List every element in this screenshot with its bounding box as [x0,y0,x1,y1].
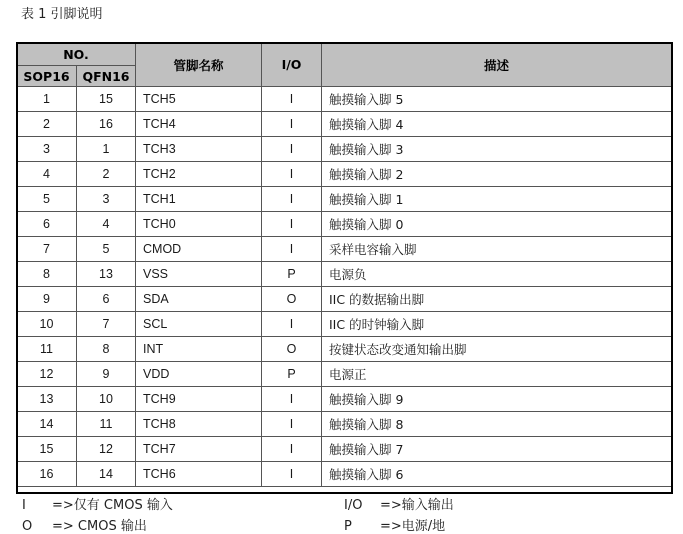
cell-qfn16: 4 [77,212,136,237]
cell-pin-name: INT [136,337,262,362]
cell-sop16: 12 [17,362,77,387]
cell-qfn16: 12 [77,437,136,462]
cell-description: IIC 的数据输出脚 [322,287,672,312]
table-row [17,337,672,362]
legend-output-symbol: O [22,519,33,534]
header-qfn16: QFN16 [77,66,136,87]
header-sop16: SOP16 [17,66,77,87]
cell-qfn16: 9 [77,362,136,387]
cell-pin-name: TCH4 [136,112,262,137]
cell-qfn16: 6 [77,287,136,312]
cell-sop16: 8 [17,262,77,287]
cell-description: 触摸输入脚 5 [322,87,672,112]
cell-pin-name: TCH0 [136,212,262,237]
cell-sop16: 4 [17,162,77,187]
cell-qfn16: 16 [77,112,136,137]
table-row [17,187,672,212]
cell-description: 触摸输入脚 0 [322,212,672,237]
cell-io: I [262,137,322,162]
cell-pin-name: VDD [136,362,262,387]
legend-io-symbol: I/O [344,498,363,513]
cell-description: 触摸输入脚 6 [322,462,672,487]
cell-description: IIC 的时钟输入脚 [322,312,672,337]
cell-io: I [262,437,322,462]
cell-pin-name: TCH8 [136,412,262,437]
cell-qfn16: 5 [77,237,136,262]
cell-sop16: 13 [17,387,77,412]
legend-io [344,494,454,513]
cell-description: 电源负 [322,262,672,287]
cell-pin-name: TCH6 [136,462,262,487]
table-row [17,87,672,112]
cell-qfn16: 10 [77,387,136,412]
cell-pin-name: TCH1 [136,187,262,212]
cell-pin-name: SDA [136,287,262,312]
table-row [17,462,672,487]
table-row [17,262,672,287]
cell-pin-name: TCH2 [136,162,262,187]
pin-table [16,42,672,487]
cell-io: I [262,312,322,337]
cell-pin-name: TCH5 [136,87,262,112]
cell-sop16: 16 [17,462,77,487]
legend-power [344,515,445,534]
cell-description: 触摸输入脚 3 [322,137,672,162]
cell-sop16: 2 [17,112,77,137]
legend-input [22,494,173,513]
table-row [17,312,672,337]
header-description: 描述 [322,43,672,87]
cell-qfn16: 15 [77,87,136,112]
cell-description: 触摸输入脚 7 [322,437,672,462]
cell-pin-name: TCH7 [136,437,262,462]
cell-io: I [262,462,322,487]
table-row [17,387,672,412]
cell-qfn16: 1 [77,137,136,162]
cell-io: I [262,162,322,187]
cell-pin-name: TCH3 [136,137,262,162]
cell-qfn16: 7 [77,312,136,337]
table-row [17,437,672,462]
table-row [17,137,672,162]
table-row [17,362,672,387]
legend-io-text: =>输入输出 [380,498,454,513]
cell-sop16: 1 [17,87,77,112]
cell-io: P [262,362,322,387]
cell-qfn16: 14 [77,462,136,487]
cell-sop16: 10 [17,312,77,337]
legend-power-symbol: P [344,519,352,534]
table-row [17,162,672,187]
table-row [17,412,672,437]
table-caption: 表 1 引脚说明 [21,7,103,22]
cell-description: 触摸输入脚 2 [322,162,672,187]
cell-io: I [262,112,322,137]
cell-description: 触摸输入脚 4 [322,112,672,137]
cell-sop16: 11 [17,337,77,362]
legend-input-text: =>仅有 CMOS 输入 [52,498,173,513]
cell-io: I [262,187,322,212]
cell-pin-name: VSS [136,262,262,287]
cell-description: 触摸输入脚 1 [322,187,672,212]
cell-pin-name: TCH9 [136,387,262,412]
legend-output [22,515,147,534]
cell-description: 触摸输入脚 8 [322,412,672,437]
cell-sop16: 15 [17,437,77,462]
cell-sop16: 3 [17,137,77,162]
cell-sop16: 7 [17,237,77,262]
cell-qfn16: 8 [77,337,136,362]
cell-description: 触摸输入脚 9 [322,387,672,412]
legend-output-text: => CMOS 输出 [52,519,147,534]
cell-qfn16: 13 [77,262,136,287]
cell-qfn16: 3 [77,187,136,212]
header-pin-name: 管脚名称 [136,43,262,87]
table-row [17,212,672,237]
table-row [17,287,672,312]
cell-sop16: 5 [17,187,77,212]
legend-power-text: =>电源/地 [380,519,446,534]
header-no: NO. [17,43,136,66]
cell-io: I [262,387,322,412]
cell-description: 采样电容输入脚 [322,237,672,262]
cell-io: P [262,262,322,287]
cell-qfn16: 2 [77,162,136,187]
cell-pin-name: CMOD [136,237,262,262]
cell-pin-name: SCL [136,312,262,337]
cell-io: O [262,287,322,312]
cell-sop16: 9 [17,287,77,312]
cell-io: I [262,212,322,237]
cell-qfn16: 11 [77,412,136,437]
cell-io: I [262,412,322,437]
cell-io: I [262,87,322,112]
legend-input-symbol: I [22,498,26,513]
cell-sop16: 6 [17,212,77,237]
cell-io: I [262,237,322,262]
table-row [17,237,672,262]
cell-description: 电源正 [322,362,672,387]
cell-io: O [262,337,322,362]
cell-sop16: 14 [17,412,77,437]
header-io: I/O [262,43,322,87]
table-row [17,112,672,137]
cell-description: 按键状态改变通知输出脚 [322,337,672,362]
